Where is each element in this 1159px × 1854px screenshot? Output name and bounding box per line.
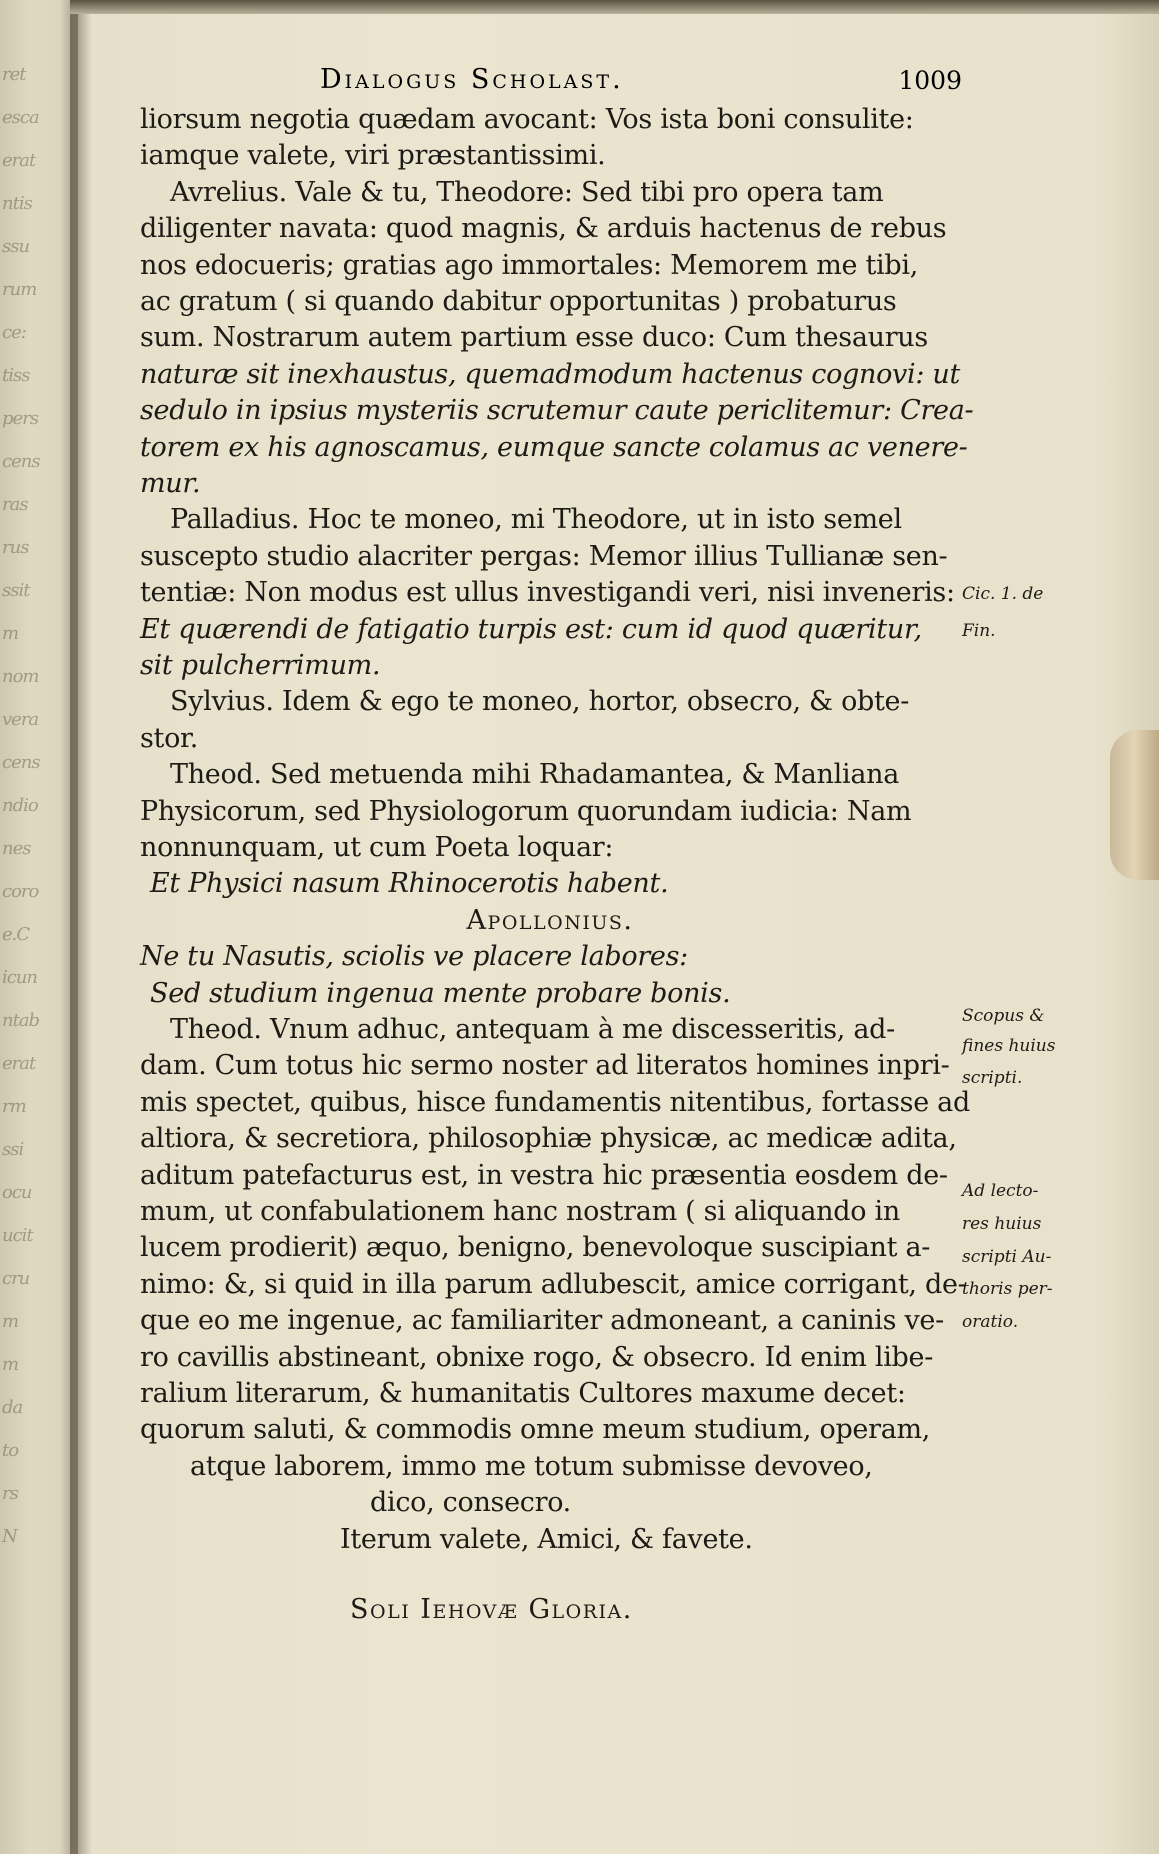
text-line: sedulo in ipsius mysteriis scrutemur caute periclitemur: Crea- <box>140 395 974 427</box>
text-line: naturæ sit inexhaustus, quemadmodum hactenus cognovi: ut <box>140 358 961 390</box>
facing-page-text: ndio <box>2 795 38 816</box>
facing-page-text: e.C <box>2 924 30 945</box>
text-line: quorum saluti, & commodis omne meum studium, operam, <box>140 1414 931 1446</box>
facing-page-text: ntis <box>2 193 32 214</box>
text-line: ro cavillis abstineant, obnixe rogo, & obsecro. Id enim libe- <box>140 1341 934 1373</box>
facing-page-text: erat <box>2 150 36 171</box>
facing-page-text: rus <box>2 537 29 558</box>
text-line: mur. <box>140 468 201 499</box>
text-line: dico, consecro. <box>370 1487 571 1519</box>
text-line: Et quærendi de fatigatio turpis est: cum id quod quæritur, <box>140 613 922 645</box>
text-line: atque laborem, immo me totum submisse devoveo, <box>190 1450 873 1482</box>
running-head: Dialogus Scholast. <box>320 64 624 95</box>
text-line: Et Physici nasum Rhinocerotis habent. <box>150 868 669 900</box>
text-line: ac gratum ( si quando dabitur opportunitas ) probaturus <box>140 286 897 317</box>
text-line: mum, ut confabulationem hanc nostram ( si aliquando in <box>140 1196 900 1227</box>
facing-page-text: to <box>2 1440 19 1461</box>
text-line: Soli Iehovæ Gloria. <box>350 1594 633 1625</box>
facing-page-text: nom <box>2 666 39 687</box>
facing-page-text: ret <box>2 64 26 85</box>
margin-note: oratio. <box>962 1312 1019 1333</box>
facing-page-text: icun <box>2 967 38 988</box>
facing-page-text: ntab <box>2 1010 40 1031</box>
text-line: Sylvius. Idem & ego te moneo, hortor, obsecro, & obte- <box>170 686 910 718</box>
facing-page-text: cens <box>2 451 40 472</box>
text-line: liorsum negotia quædam avocant: Vos ista boni consulite: <box>140 104 914 135</box>
facing-page-text: ce: <box>2 322 26 343</box>
page-number: 1009 <box>898 66 962 95</box>
text-line: tentiæ: Non modus est ullus investigandi veri, nisi inveneris: <box>140 577 955 609</box>
facing-page-text: rs <box>2 1483 18 1504</box>
facing-page-text: cens <box>2 752 40 773</box>
text-line: Iterum valete, Amici, & favete. <box>340 1523 753 1555</box>
text-line: dam. Cum totus hic sermo noster ad literatos homines inpri- <box>140 1050 950 1082</box>
text-line: nos edocueris; gratias ago immortales: Memorem me tibi, <box>140 249 918 281</box>
facing-page-text: rum <box>2 279 37 300</box>
text-line: Avrelius. Vale & tu, Theodore: Sed tibi pro opera tam <box>170 176 884 208</box>
facing-page-text: m <box>2 1311 19 1332</box>
text-line: aditum patefacturus est, in vestra hic præsentia eosdem de- <box>140 1159 948 1191</box>
margin-note: scripti. <box>962 1068 1023 1089</box>
page-tab-marker <box>1110 730 1159 880</box>
page-header <box>140 60 960 100</box>
text-line: Theod. Sed metuenda mihi Rhadamantea, & Manliana <box>170 759 899 791</box>
margin-note: Fin. <box>962 620 996 641</box>
text-line: ralium literarum, & humanitatis Cultores maxume decet: <box>140 1378 906 1409</box>
facing-page-text: N <box>2 1526 17 1547</box>
gutter-shadow <box>70 0 92 1854</box>
facing-page-edge <box>0 0 78 1854</box>
margin-note: scripti Au- <box>962 1246 1052 1267</box>
facing-page-text: ocu <box>2 1182 32 1203</box>
facing-page-text: pers <box>2 408 39 429</box>
facing-page-text: ucit <box>2 1225 33 1246</box>
facing-page-text: esca <box>2 107 39 128</box>
facing-page-text: ras <box>2 494 28 515</box>
text-line: que eo me ingenue, ac familiariter admoneant, a caninis ve- <box>140 1305 944 1337</box>
text-line: mis spectet, quibus, hisce fundamentis nitentibus, fortasse ad <box>140 1086 970 1118</box>
facing-page-text: tiss <box>2 365 30 386</box>
text-line: altiora, & secretiora, philosophiæ physicæ, ac medicæ adita, <box>140 1123 957 1155</box>
text-line: diligenter navata: quod magnis, & arduis hactenus de rebus <box>140 213 947 245</box>
margin-note: thoris per- <box>962 1279 1053 1300</box>
text-line: stor. <box>140 722 198 754</box>
text-line: sum. Nostrarum autem partium esse duco: Cum thesaurus <box>140 322 928 354</box>
facing-page-text: vera <box>2 709 39 730</box>
facing-page-text: m <box>2 623 19 644</box>
facing-page-text: m <box>2 1354 19 1375</box>
text-line: lucem prodierit) æquo, benigno, benevoloque suscipiant a- <box>140 1232 931 1264</box>
facing-page-text: coro <box>2 881 39 902</box>
text-line: Ne tu Nasutis, sciolis ve placere labores: <box>140 941 688 973</box>
text-line: sit pulcherrimum. <box>140 650 381 681</box>
facing-page-text: ssu <box>2 236 30 257</box>
margin-note: res huius <box>962 1213 1042 1234</box>
facing-page-text: erat <box>2 1053 36 1074</box>
text-line: nonnunquam, ut cum Poeta loquar: <box>140 832 614 863</box>
margin-note: Ad lecto- <box>962 1181 1039 1202</box>
margin-note: Cic. 1. de <box>962 584 1044 605</box>
text-line: Apollonius. <box>466 904 634 936</box>
facing-page-text: da <box>2 1397 23 1418</box>
text-line: Palladius. Hoc te moneo, mi Theodore, ut in isto semel <box>170 504 902 536</box>
facing-page-text: cru <box>2 1268 30 1289</box>
facing-page-text: nes <box>2 838 31 859</box>
margin-note: fines huius <box>962 1035 1056 1056</box>
text-line: Theod. Vnum adhuc, antequam à me discesseritis, ad- <box>170 1014 895 1045</box>
text-line: iamque valete, viri præstantissimi. <box>140 140 606 172</box>
margin-note: Scopus & <box>962 1006 1045 1027</box>
text-line: nimo: &, si quid in illa parum adlubescit, amice corrigant, de- <box>140 1268 967 1300</box>
facing-page-text: ssit <box>2 580 30 601</box>
text-line: Physicorum, sed Physiologorum quorundam iudicia: Nam <box>140 795 912 827</box>
top-page-edge <box>70 0 1159 14</box>
facing-page-text: ssi <box>2 1139 24 1160</box>
text-line: Sed studium ingenua mente probare bonis. <box>150 977 731 1009</box>
text-line: suscepto studio alacriter pergas: Memor illius Tullianæ sen- <box>140 540 948 572</box>
facing-page-text: rm <box>2 1096 26 1117</box>
text-line: torem ex his agnoscamus, eumque sancte colamus ac venere- <box>140 431 968 463</box>
